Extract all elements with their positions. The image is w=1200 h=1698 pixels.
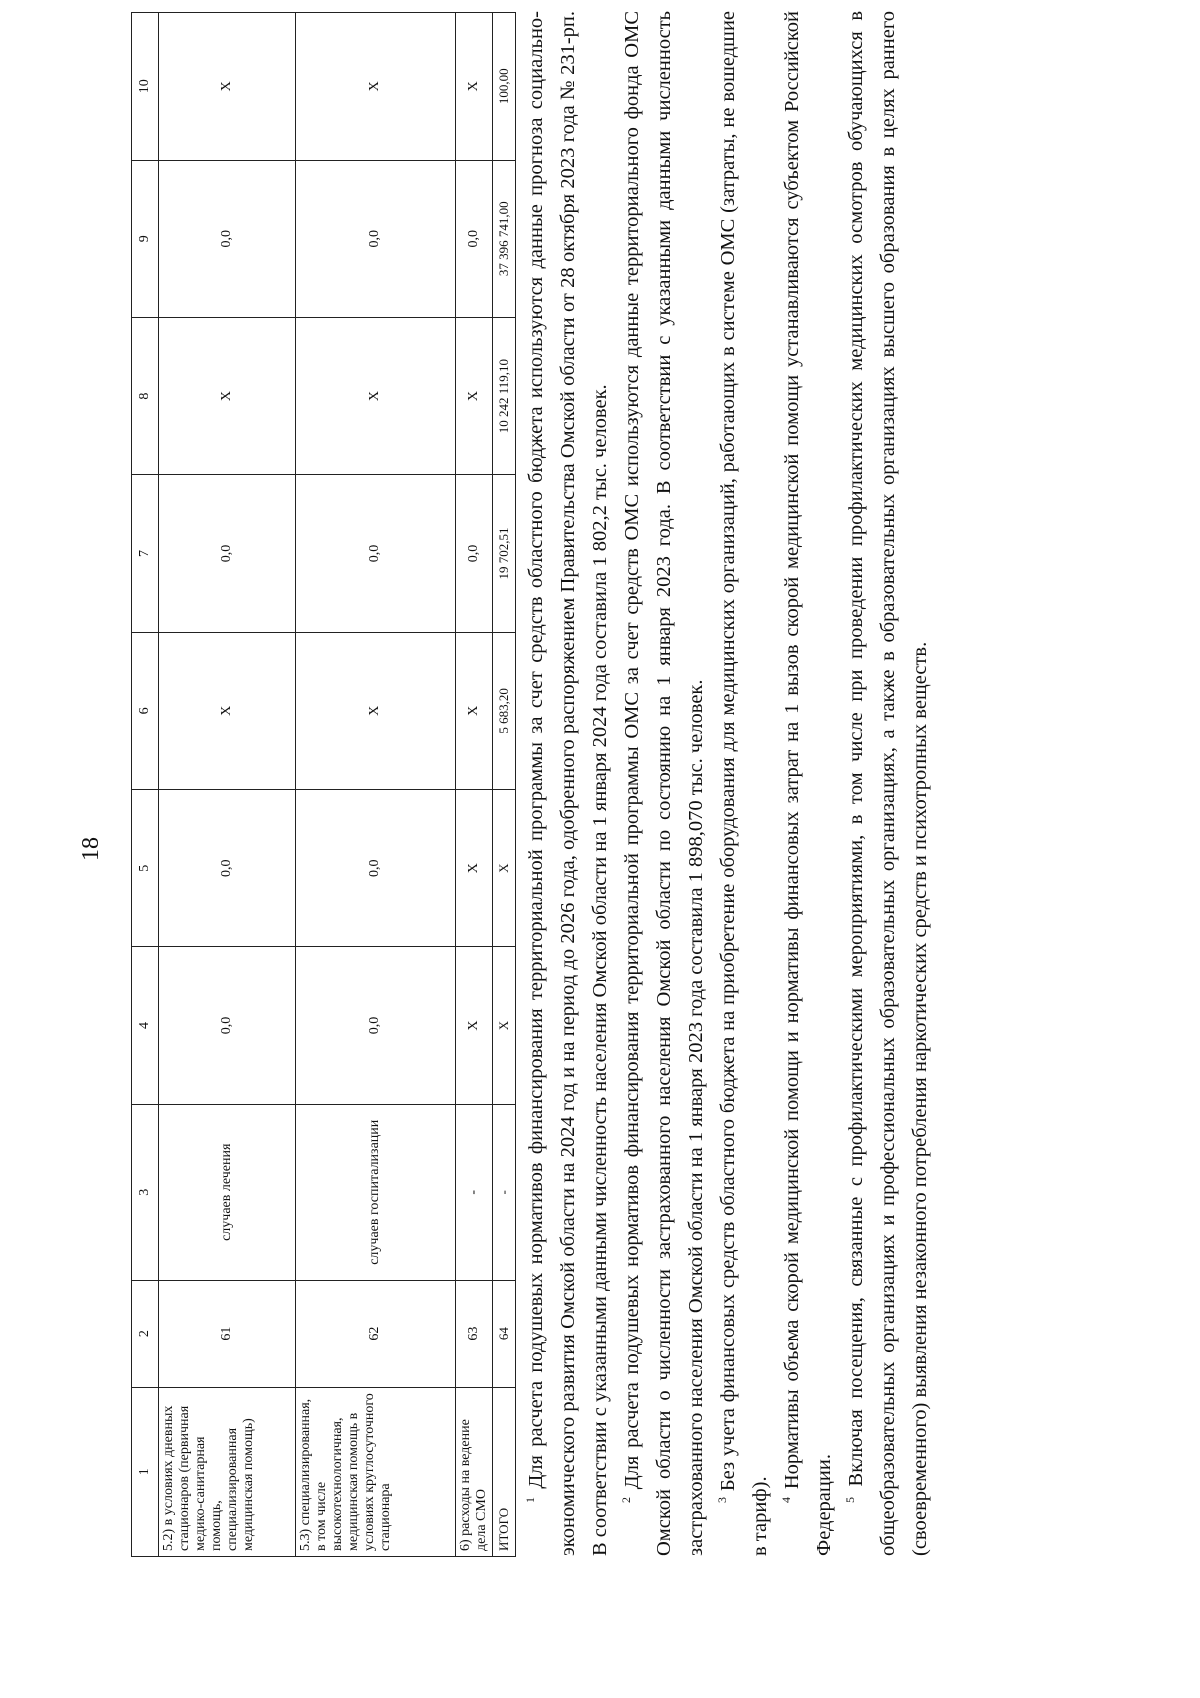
footnote-5 <box>840 11 936 1556</box>
footnote-mark: 3 <box>715 1497 730 1503</box>
table-cell: 5 683,20 <box>493 632 516 789</box>
row-description: ИТОГО <box>493 1387 516 1556</box>
table-cell: Х <box>456 632 493 789</box>
footnotes <box>520 11 936 1556</box>
header-cell: 5 <box>132 790 159 947</box>
row-description: 5.3) специализированная, в том числе высокотехнологичная, медицинская помощь в условиях круглосуточного стационара <box>296 1387 456 1556</box>
header-cell: 3 <box>132 1104 159 1280</box>
row-unit: - <box>456 1104 493 1280</box>
header-cell: 10 <box>132 13 159 161</box>
table-cell: Х <box>456 947 493 1104</box>
footnote-text: Для расчета подушевых нормативов финансирования территориальной программы за счет средств областного бюджета используются данные прогноза социально-экономического развития Омской области на 2024 год и на период до 2026 года, одобренного распоряжением Правительства Омской области от 28 октября 2023 года № 231-рп. В соответствии с указанными данными численность населения Омской области на 1 января 2024 года составила 1 802,2 тыс. человек. <box>525 11 611 1556</box>
footnote-4 <box>776 11 840 1556</box>
row-number: 61 <box>159 1280 296 1387</box>
footnote-mark: 4 <box>779 1497 794 1503</box>
header-cell: 4 <box>132 947 159 1104</box>
footnote-mark: 5 <box>843 1497 858 1503</box>
table-row <box>296 13 456 1557</box>
row-number: 64 <box>493 1280 516 1387</box>
row-number: 62 <box>296 1280 456 1387</box>
table-cell: Х <box>296 317 456 474</box>
table-cell: Х <box>159 13 296 161</box>
header-cell: 9 <box>132 160 159 317</box>
header-cell: 8 <box>132 317 159 474</box>
footnote-mark: 1 <box>523 1497 538 1503</box>
row-description: 5.2) в условиях дневных стационаров (первичная медико-санитарная помощь, специализированная медицинская помощь) <box>159 1387 296 1556</box>
table-cell: 0,0 <box>159 790 296 947</box>
header-cell: 7 <box>132 475 159 632</box>
table-header-row <box>132 13 159 1557</box>
table-cell: Х <box>493 790 516 947</box>
table-cell: 0,0 <box>159 475 296 632</box>
footnote-text: Включая посещения, связанные с профилактическими мероприятиями, в том числе при проведении профилактических медицинских осмотров обучающихся в общеобразовательных организациях и профессиональных образовательных организациях, а также в образовательных организациях высшего образования в целях раннего (своевременного) выявления незаконного потребления наркотических средств и психотропных веществ. <box>845 10 931 1556</box>
table-cell: 0,0 <box>159 160 296 317</box>
table-cell: 37 396 741,00 <box>493 160 516 317</box>
footnote-text: Без учета финансовых средств областного бюджета на приобретение оборудования для медицинских организаций, работающих в системе ОМС (затраты, не вошедшие в тариф). <box>717 10 771 1556</box>
table-cell: Х <box>296 13 456 161</box>
footnote-2 <box>616 11 712 1556</box>
table-cell: Х <box>159 632 296 789</box>
table-cell: 10 242 119,10 <box>493 317 516 474</box>
table-cell: 0,0 <box>296 947 456 1104</box>
table-cell: Х <box>456 317 493 474</box>
table-cell: 0,0 <box>456 160 493 317</box>
table-cell: 19 702,51 <box>493 475 516 632</box>
row-description: 6) расходы на ведение дела СМО <box>456 1387 493 1556</box>
table-cell: Х <box>296 632 456 789</box>
table-cell: Х <box>159 317 296 474</box>
footnote-text: Нормативы объема скорой медицинской помощи и нормативы финансовых затрат на 1 вызов скорой медицинской помощи устанавливаются субъектом Российской Федерации. <box>781 11 835 1556</box>
table-cell: 0,0 <box>296 790 456 947</box>
row-unit: случаев лечения <box>159 1104 296 1280</box>
footnote-text: Для расчета подушевых нормативов финансирования территориальной программы ОМС за счет средств ОМС используются данные территориального фонда ОМС Омской области о численности застрахованного населения Омской области по состоянию на 1 января 2023 года. В соответствии с указанными данными численность застрахованного населения Омской области на 1 января 2023 года составила 1 898,070 тыс. человек. <box>621 10 707 1556</box>
header-cell: 2 <box>132 1280 159 1387</box>
row-unit: - <box>493 1104 516 1280</box>
footnote-mark: 2 <box>619 1497 634 1503</box>
page-number: 18 <box>78 837 104 861</box>
table-row <box>159 13 296 1557</box>
header-cell: 1 <box>132 1387 159 1556</box>
header-cell: 6 <box>132 632 159 789</box>
table-cell: 0,0 <box>296 160 456 317</box>
table-cell: 0,0 <box>296 475 456 632</box>
table-cell: 0,0 <box>456 475 493 632</box>
table-total-row <box>493 13 516 1557</box>
table-cell: Х <box>493 947 516 1104</box>
row-number: 63 <box>456 1280 493 1387</box>
row-unit: случаев госпитализации <box>296 1104 456 1280</box>
table-row <box>456 13 493 1557</box>
financing-table <box>131 12 516 1557</box>
footnote-1 <box>520 11 616 1556</box>
table-cell: Х <box>456 13 493 161</box>
table-cell: Х <box>456 790 493 947</box>
table-cell: 100,00 <box>493 13 516 161</box>
footnote-3 <box>712 11 776 1556</box>
table-cell: 0,0 <box>159 947 296 1104</box>
